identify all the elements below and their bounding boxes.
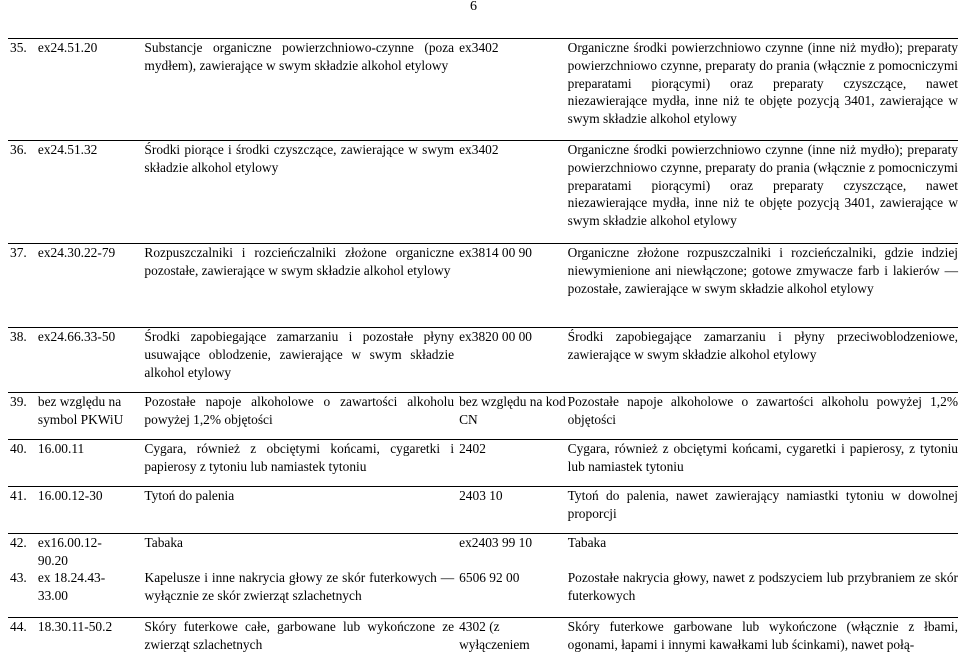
cn-description: Środki zapobiegające zamarzaniu i płyny przeciwoblodzeniowe, zawierające w swym składzie alkohol etylowy [567,329,958,362]
cn-code: ex3820 00 00 [459,329,533,344]
row-number: 37. [10,245,27,260]
row-number: 41. [10,488,27,503]
table-row [8,534,958,569]
row-number: 42. [10,535,27,550]
table-row [8,487,958,534]
pkwiu-code: ex 18.24.43-33.00 [37,570,106,603]
table-row [8,141,958,244]
cn-description: Cygara, również z obciętymi końcami, cygaretki i papierosy, z tytoniu lub namiastek tytoniu [567,441,958,474]
row-number: 44. [10,619,27,634]
cn-code: bez względu na kod CN [459,394,566,427]
pkwiu-description: Kapelusze i inne nakrycia głowy ze skór futerkowych — wyłącznie ze skór zwierząt szlachetnych [144,570,455,603]
pkwiu-code: ex16.00.12-90.20 [37,535,102,568]
pkwiu-code: ex24.51.20 [37,40,98,55]
pkwiu-code: ex24.66.33-50 [37,329,116,344]
cn-description: Tytoń do palenia, nawet zawierający namiastki tytoniu w dowolnej proporcji [567,488,958,521]
cn-code: ex3402 [459,40,499,55]
table-row [8,328,958,393]
table-row [8,393,958,440]
pkwiu-code: 16.00.11 [37,441,85,456]
pkwiu-code: bez względu na symbol PKWiU [37,394,124,427]
page-number: 6 [470,0,477,14]
pkwiu-code: ex24.51.32 [37,142,98,157]
cn-description: Pozostałe napoje alkoholowe o zawartości alkoholu powyżej 1,2% objętości [567,394,958,427]
pkwiu-description: Środki zapobiegające zamarzaniu i pozostałe płyny usuwające oblodzenie, zawierające w swym składzie alkohol etylowy [144,329,455,380]
cn-description: Skóry futerkowe garbowane lub wykończone (włącznie z łbami, ogonami, łapami i innymi kawałkami lub ścinkami), nawet połą- [567,619,958,652]
row-number: 38. [10,329,27,344]
table-row [8,569,958,617]
cn-code: 2403 10 [459,488,503,503]
cn-description: Organiczne środki powierzchniowo czynne (inne niż mydło); preparaty powierzchniowo czynne, preparaty do prania (włącznie z pomocniczymi preparatami piorącymi) oraz preparaty czyszczące, nawet niezawierające mydła, inne niż te objęte pozycją 3401, zawierające w swym składzie alkohol etylowy [567,40,958,127]
pkwiu-code: ex24.30.22-79 [37,245,116,260]
pkwiu-description: Substancje organiczne powierzchniowo-czynne (poza mydłem), zawierające w swym składzie alkohol etylowy [144,40,455,73]
row-number: 35. [10,40,27,55]
pkwiu-description: Środki piorące i środki czyszczące, zawierające w swym składzie alkohol etylowy [144,142,455,175]
table-row [8,618,958,666]
pkwiu-description: Cygara, również z obciętymi końcami, cygaretki i papierosy z tytoniu lub namiastek tytoniu [144,441,455,474]
table-row-group [8,534,958,618]
row-number: 36. [10,142,27,157]
pkwiu-description: Tabaka [144,535,183,550]
cn-description: Tabaka [567,535,607,550]
table-row [8,244,958,328]
row-number: 43. [10,570,27,585]
row-number: 40. [10,441,27,456]
cn-code: ex2403 99 10 [459,535,533,550]
cn-description: Organiczne środki powierzchniowo czynne (inne niż mydło); preparaty powierzchniowo czynne, preparaty do prania (włącznie z pomocniczymi preparatami piorącymi) oraz preparaty czyszczące, nawet niezawierające mydła, inne niż te objęte pozycją 3401, zawierające w swym składzie alkohol etylowy [567,142,958,229]
pkwiu-description: Rozpuszczalniki i rozcieńczalniki złożone organiczne pozostałe, zawierające w swym składzie alkohol etylowy [144,245,455,278]
cn-description: Pozostałe nakrycia głowy, nawet z podszyciem lub przybraniem ze skór futerkowych [567,570,958,603]
pkwiu-description: Skóry futerkowe całe, garbowane lub wykończone ze zwierząt szlachetnych [144,619,455,652]
row-number: 39. [10,394,27,409]
table-row [8,440,958,487]
pkwiu-description: Pozostałe napoje alkoholowe o zawartości alkoholu powyżej 1,2% objętości [144,394,455,427]
cn-code: 2402 [459,441,486,456]
cn-code: 6506 92 00 [459,570,520,585]
cn-code: 4302 (z wyłączeniem [459,619,530,652]
pkwiu-description: Tytoń do palenia [144,488,235,503]
cn-code: ex3814 00 90 [459,245,533,260]
table-row [8,39,958,141]
pkwiu-code: 18.30.11-50.2 [37,619,113,634]
pkwiu-code: 16.00.12-30 [37,488,103,503]
cn-description: Organiczne złożone rozpuszczalniki i rozcieńczalniki, gdzie indziej niewymienione ani niewłączone; gotowe zmywacze farb i lakierów — pozostałe, zawierające w swym składzie alkohol etylowy [567,245,958,296]
cn-code: ex3402 [459,142,499,157]
classification-table [8,38,958,666]
